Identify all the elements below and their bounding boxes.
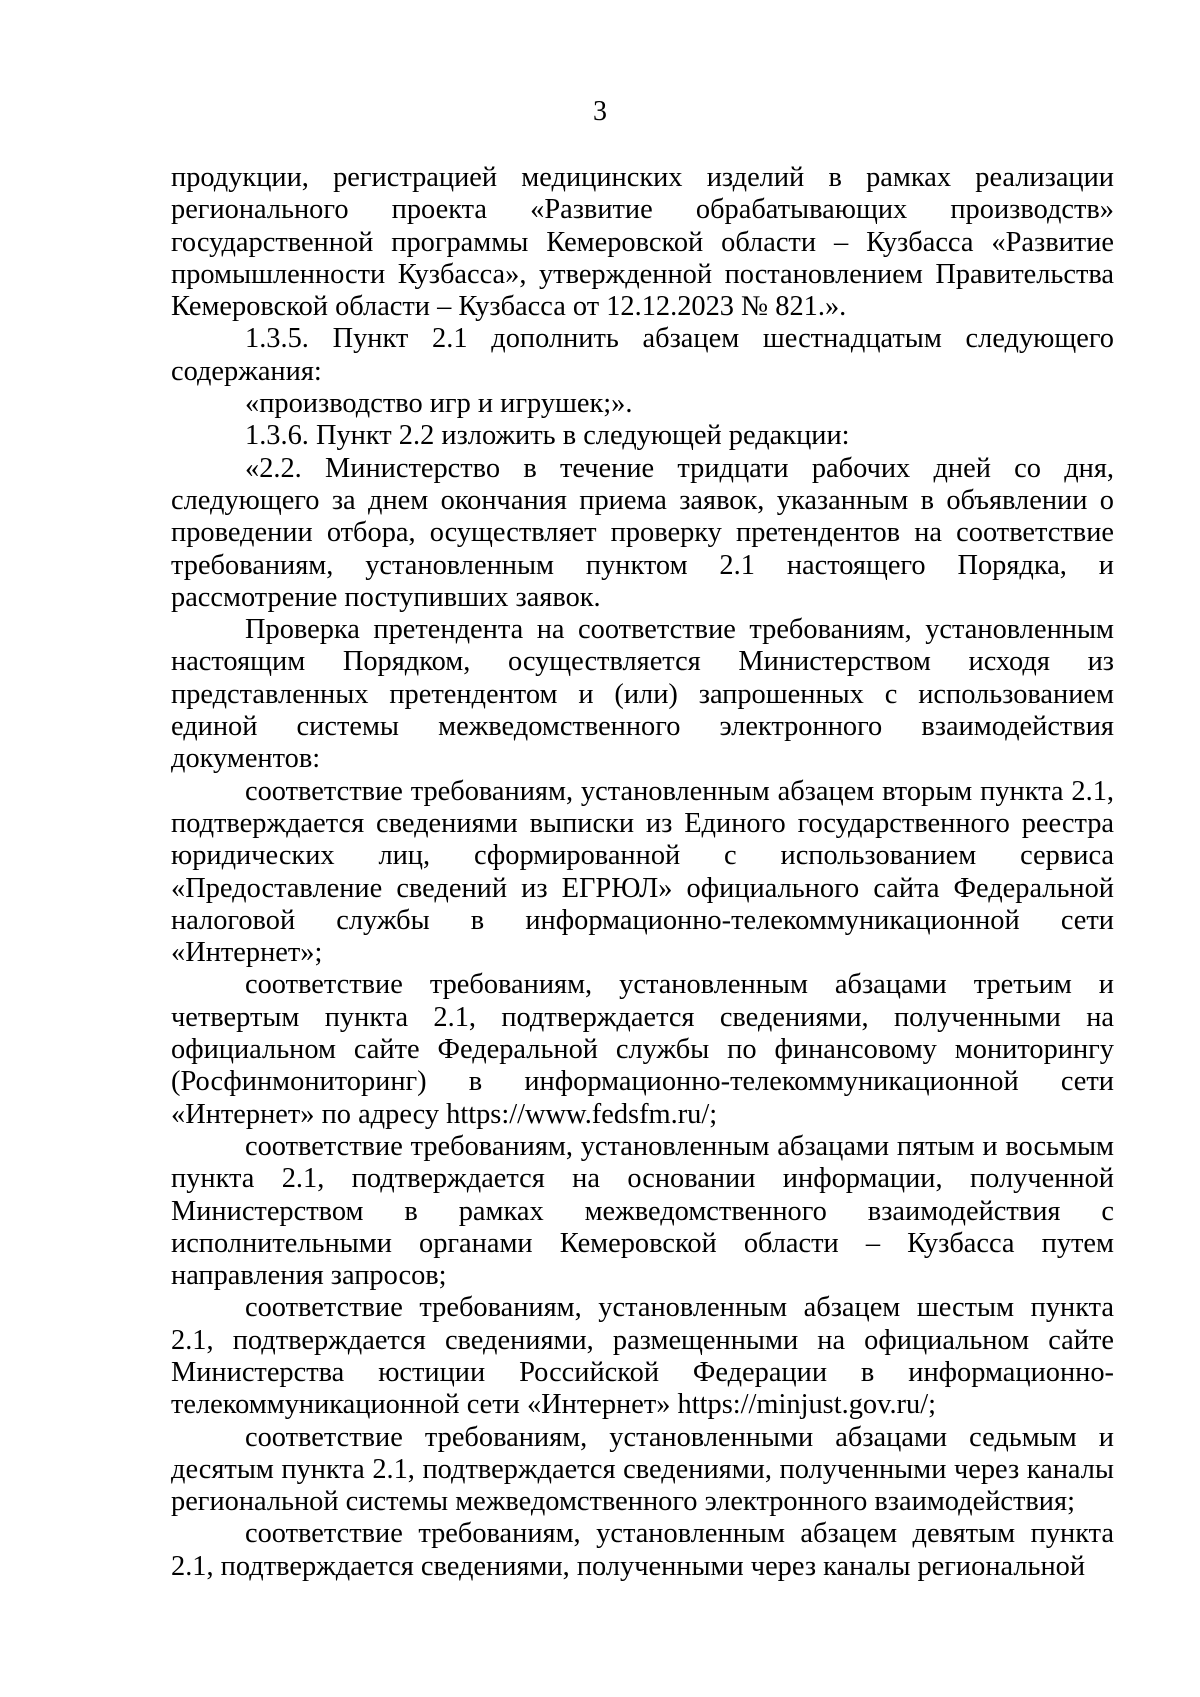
paragraph-regional-system: соответствие требованиям, установленными абзацами седьмым и десятым пункта 2.1, подтверждается сведениями, полученными через каналы региональной системы межведомственного электронного взаимодействия; <box>171 1421 1114 1518</box>
paragraph-clause-2-2: «2.2. Министерство в течение тридцати рабочих дней со дня, следующего за днем окончания приема заявок, указанным в объявлении о проведении отбора, осуществляет проверку претендентов на соответствие требованиям, установленным пунктом 2.1 настоящего Порядка, и рассмотрение поступивших заявок. <box>171 452 1114 613</box>
paragraph-interagency: соответствие требованиям, установленным абзацами пятым и восьмым пункта 2.1, подтверждается на основании информации, полученной Министерством в рамках межведомственного взаимодействия с исполнительными органами Кемеровской области – Кузбасса путем направления запросов; <box>171 1130 1114 1292</box>
paragraph-egrul: соответствие требованиям, установленным абзацем вторым пункта 2.1, подтверждается сведениями выписки из Единого государственного реестра юридических лиц, сформированной с использованием сервиса «Предоставление сведений из ЕГРЮЛ» официального сайта Федеральной налоговой службы в информационно-телекоммуникационной сети «Интернет»; <box>171 775 1114 969</box>
paragraph-ninth-clause: соответствие требованиям, установленным абзацем девятым пункта 2.1, подтверждается сведениями, полученными через каналы региональной <box>171 1518 1114 1582</box>
paragraph-verification: Проверка претендента на соответствие требованиям, установленным настоящим Порядком, осуществляется Министерством исходя из представленных претендентом и (или) запрошенных с использованием единой системы межведомственного электронного взаимодействия документов: <box>171 614 1114 775</box>
page-number: 3 <box>593 96 607 127</box>
paragraph-continuation: продукции, регистрацией медицинских изделий в рамках реализации регионального проекта «Развитие обрабатывающих производств» государственной программы Кемеровской области – Кузбасса «Развитие промышленности Кузбасса», утвержденной постановлением Правительства Кемеровской области – Кузбасса от 12.12.2023 № 821.». <box>171 162 1114 323</box>
paragraph-rosfinmonitoring: соответствие требованиям, установленным абзацами третьим и четвертым пункта 2.1, подтверждается сведениями, полученными на официальном сайте Федеральной службы по финансовому мониторингу (Росфинмониторинг) в информационно-телекоммуникационной сети «Интернет» по адресу https://www.fedsfm.ru/; <box>171 969 1114 1130</box>
paragraph-item-1-3-5: 1.3.5. Пункт 2.1 дополнить абзацем шестнадцатым следующего содержания: <box>171 323 1114 387</box>
document-body <box>171 162 1114 1583</box>
paragraph-minjust: соответствие требованиям, установленным абзацем шестым пункта 2.1, подтверждается сведениями, размещенными на официальном сайте Министерства юстиции Российской Федерации в информационно-телекоммуникационной сети «Интернет» https://minjust.gov.ru/; <box>171 1292 1114 1421</box>
paragraph-item-1-3-6: 1.3.6. Пункт 2.2 изложить в следующей редакции: <box>245 420 850 452</box>
paragraph-quote-toys: «производство игр и игрушек;». <box>245 388 633 420</box>
